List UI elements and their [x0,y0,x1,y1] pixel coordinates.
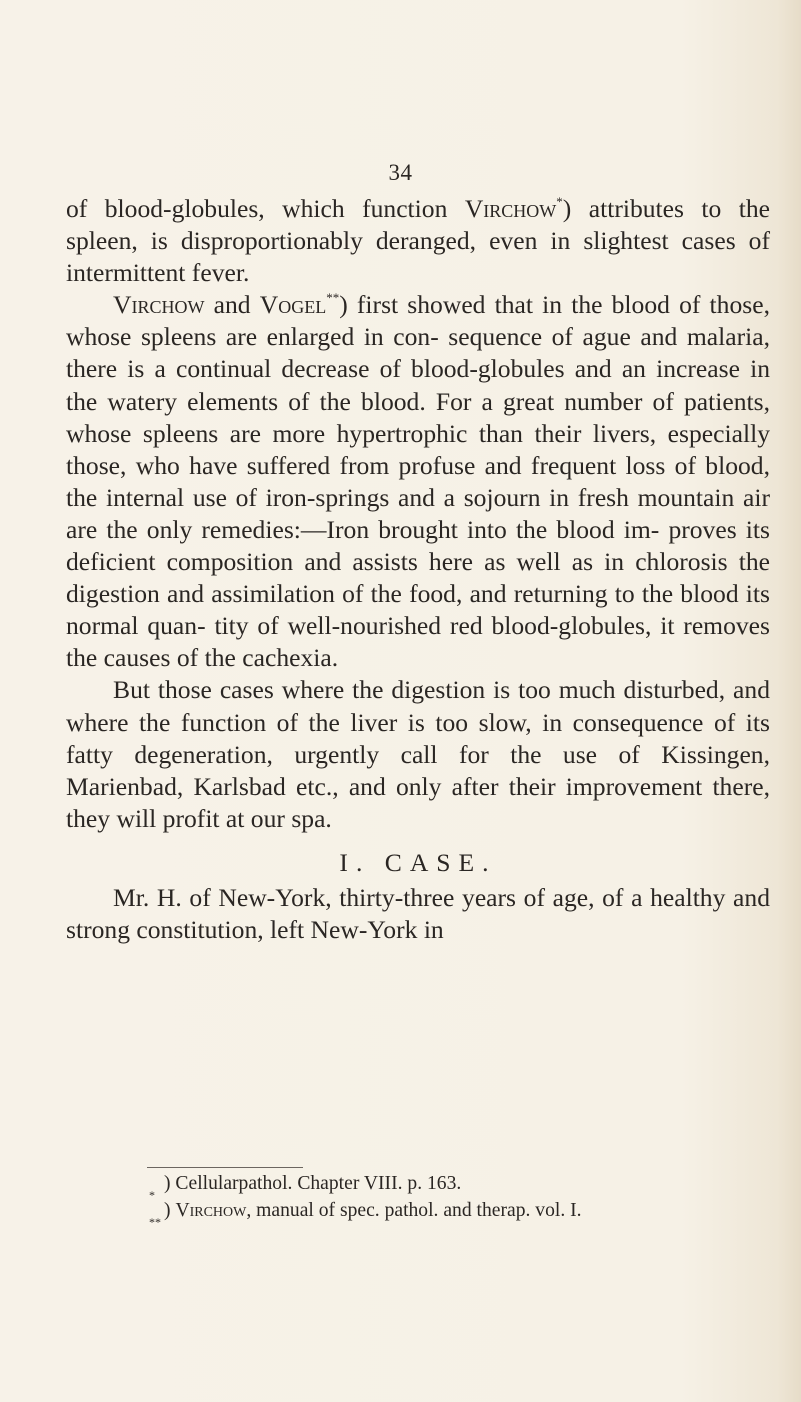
text-run: ) attributes to the spleen, is disproportionably deranged, even in slightest cases of intermittent fever. [66,194,771,288]
footnote-ref: ** [326,290,340,306]
text-run: and [204,290,260,320]
footnote-1 [147,1171,787,1202]
text-run: ) first showed that in the blood of those, whose spleens are enlarged in con- sequence of ague and malaria, there is a continual decrease of blood-globules and an increase in the watery elements of the blood. For a great number of patients, whose spleens are more hypertrophic than their livers, especially those, who have suffered from profuse and frequent loss of blood, the internal use of iron-springs and a sojourn in fresh mountain air are the only remedies:—Iron brought into the blood im- proves its deficient composition and assists here as well as in chlorosis the digestion and assimilation of the food, and returning to the blood its normal quan- tity of well-nourished red blood-globules, it removes the causes of the cachexia. [66,290,770,673]
case-heading: I. CASE. [339,847,497,877]
page-number: 34 [388,160,413,185]
footnote-paren: ) [164,1199,171,1221]
footnote-text: Cellularpathol. Chapter VIII. p. 163. [170,1173,462,1194]
paragraph-1 [66,193,770,289]
footnote-star: * [149,1188,155,1202]
author-name: Virchow [464,194,557,223]
author-name: Vogel [259,290,327,320]
footnote-text: , manual of spec. pathol. and therap. vol. I. [246,1199,582,1221]
footnote-ref: * [556,194,563,209]
case-paragraph: Mr. H. of New-York, thirty-three years of age, of a healthy and strong constitution, left New-York in [66,882,770,945]
author-name: Virchow [113,290,205,320]
text-run: of blood-globules, which function [66,194,465,223]
paragraph-3: But those cases where the digestion is too much disturbed, and where the function of the liver is too slow, in consequence of its fatty degeneration, urgently call for the use of Kissingen, Marienbad, Karlsbad etc., and only after their improvement there, they will profit at our spa. [66,675,770,833]
footnote-divider [147,1167,303,1168]
footnotes [147,1171,787,1229]
footnote-paren: ) [164,1173,171,1194]
footnote-star: ** [149,1214,161,1229]
paragraph-2 [66,289,770,674]
body-text [66,193,770,946]
footnote-2 [147,1198,787,1229]
author-name: Virchow [175,1199,247,1221]
